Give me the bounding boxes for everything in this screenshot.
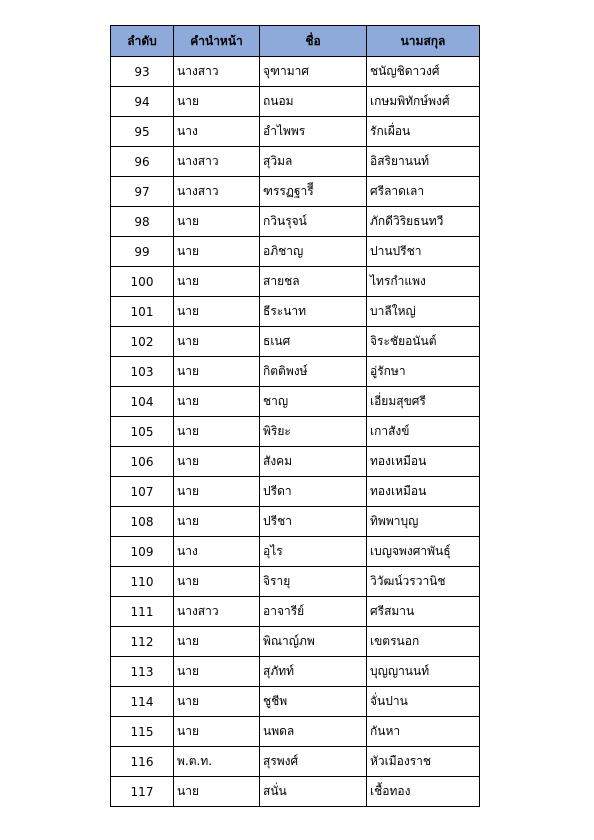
cell-prefix: นางสาว (174, 147, 260, 177)
table-row (111, 687, 480, 717)
cell-no: 110 (111, 567, 174, 597)
table-row (111, 627, 480, 657)
cell-last-name: ศรีลาดเลา (367, 177, 480, 207)
cell-prefix: นาย (174, 567, 260, 597)
table-row (111, 447, 480, 477)
cell-last-name: เขตรนอก (367, 627, 480, 657)
cell-no: 99 (111, 237, 174, 267)
cell-no: 102 (111, 327, 174, 357)
cell-first-name: จิรายุ (260, 567, 367, 597)
cell-no: 105 (111, 417, 174, 447)
header-row (111, 26, 480, 57)
cell-prefix: นาง (174, 117, 260, 147)
cell-prefix: นาย (174, 387, 260, 417)
cell-first-name: ปรีชา (260, 507, 367, 537)
table-row (111, 207, 480, 237)
table-row (111, 297, 480, 327)
cell-prefix: นาย (174, 657, 260, 687)
cell-no: 113 (111, 657, 174, 687)
cell-last-name: ปานปรีชา (367, 237, 480, 267)
table-row (111, 57, 480, 87)
cell-prefix: นางสาว (174, 597, 260, 627)
table-row (111, 597, 480, 627)
cell-first-name: ฑรรฏฐารีี (260, 177, 367, 207)
cell-prefix: พ.ต.ท. (174, 747, 260, 777)
cell-no: 104 (111, 387, 174, 417)
table-row (111, 537, 480, 567)
cell-first-name: ชูชีพ (260, 687, 367, 717)
table-row (111, 387, 480, 417)
cell-first-name: สายชล (260, 267, 367, 297)
cell-prefix: นางสาว (174, 57, 260, 87)
cell-first-name: ปรีดา (260, 477, 367, 507)
cell-first-name: ชาญ (260, 387, 367, 417)
cell-no: 112 (111, 627, 174, 657)
cell-no: 116 (111, 747, 174, 777)
cell-prefix: นาย (174, 327, 260, 357)
cell-last-name: อิสริยานนท์ (367, 147, 480, 177)
table-row (111, 327, 480, 357)
cell-first-name: จุฑามาศ (260, 57, 367, 87)
cell-last-name: เบญจพงศาพันธุ์ (367, 537, 480, 567)
table-row (111, 567, 480, 597)
cell-last-name: ไทรกำแพง (367, 267, 480, 297)
cell-no: 114 (111, 687, 174, 717)
cell-first-name: สุวิมล (260, 147, 367, 177)
cell-last-name: เกษมพิทักษ์พงศ์ (367, 87, 480, 117)
cell-no: 94 (111, 87, 174, 117)
cell-prefix: นาย (174, 777, 260, 807)
cell-first-name: พิริยะ (260, 417, 367, 447)
cell-last-name: หัวเมืองราช (367, 747, 480, 777)
cell-prefix: นาง (174, 537, 260, 567)
cell-prefix: นาย (174, 357, 260, 387)
cell-last-name: เอี่ยมสุขศรี (367, 387, 480, 417)
cell-no: 96 (111, 147, 174, 177)
cell-no: 108 (111, 507, 174, 537)
table-body (111, 57, 480, 807)
cell-prefix: นาย (174, 207, 260, 237)
cell-no: 101 (111, 297, 174, 327)
header-no: ลำดับ (111, 26, 174, 57)
table-header (111, 26, 480, 57)
roster-table (110, 25, 480, 807)
header-prefix: คำนำหน้า (174, 26, 260, 57)
cell-first-name: กิตติพงษ์ (260, 357, 367, 387)
cell-first-name: สุรพงศ์ (260, 747, 367, 777)
cell-last-name: ชนัญชิดาวงศ์ (367, 57, 480, 87)
table-row (111, 417, 480, 447)
cell-first-name: สังคม (260, 447, 367, 477)
table-row (111, 117, 480, 147)
cell-no: 95 (111, 117, 174, 147)
cell-last-name: บาลีใหญ่ (367, 297, 480, 327)
cell-last-name: เกาสังข์ (367, 417, 480, 447)
table-row (111, 147, 480, 177)
cell-prefix: นาย (174, 717, 260, 747)
cell-last-name: ภักดีวิริยธนทวี (367, 207, 480, 237)
cell-prefix: นาย (174, 297, 260, 327)
cell-prefix: นาย (174, 237, 260, 267)
cell-no: 106 (111, 447, 174, 477)
header-last-name: นามสกุล (367, 26, 480, 57)
cell-prefix: นาย (174, 627, 260, 657)
cell-no: 107 (111, 477, 174, 507)
table-row (111, 717, 480, 747)
header-first-name: ชื่อ (260, 26, 367, 57)
cell-first-name: สุภัทท์ (260, 657, 367, 687)
cell-first-name: ถนอม (260, 87, 367, 117)
cell-first-name: ธีระนาท (260, 297, 367, 327)
cell-prefix: นาย (174, 477, 260, 507)
cell-last-name: จิระชัยอนันต์ (367, 327, 480, 357)
table-row (111, 477, 480, 507)
cell-last-name: จั่นปาน (367, 687, 480, 717)
cell-last-name: เชื้อทอง (367, 777, 480, 807)
cell-no: 93 (111, 57, 174, 87)
cell-prefix: นางสาว (174, 177, 260, 207)
cell-last-name: รักเผื่อน (367, 117, 480, 147)
cell-first-name: อุไร (260, 537, 367, 567)
cell-prefix: นาย (174, 507, 260, 537)
cell-no: 97 (111, 177, 174, 207)
cell-first-name: พิณาญ์ภพ (260, 627, 367, 657)
cell-last-name: ทองเหมือน (367, 447, 480, 477)
table-row (111, 237, 480, 267)
table-row (111, 87, 480, 117)
cell-prefix: นาย (174, 687, 260, 717)
cell-no: 109 (111, 537, 174, 567)
cell-first-name: สนั่น (260, 777, 367, 807)
cell-no: 111 (111, 597, 174, 627)
table-row (111, 507, 480, 537)
cell-prefix: นาย (174, 87, 260, 117)
cell-last-name: อู่รักษา (367, 357, 480, 387)
cell-first-name: กวินรุจน์ (260, 207, 367, 237)
cell-prefix: นาย (174, 447, 260, 477)
cell-no: 115 (111, 717, 174, 747)
cell-first-name: ธเนศ (260, 327, 367, 357)
table-row (111, 357, 480, 387)
cell-no: 117 (111, 777, 174, 807)
cell-first-name: อาจารีย์ (260, 597, 367, 627)
cell-no: 100 (111, 267, 174, 297)
cell-last-name: ทองเหมือน (367, 477, 480, 507)
cell-last-name: บุญญานนท์ (367, 657, 480, 687)
table-row (111, 777, 480, 807)
cell-first-name: อำไพพร (260, 117, 367, 147)
cell-no: 98 (111, 207, 174, 237)
cell-first-name: อภิชาญ (260, 237, 367, 267)
cell-last-name: ทิพพาบุญ (367, 507, 480, 537)
cell-prefix: นาย (174, 417, 260, 447)
cell-last-name: ศรีสมาน (367, 597, 480, 627)
table-row (111, 267, 480, 297)
cell-last-name: วิวัฒน์วรวานิช (367, 567, 480, 597)
table-row (111, 177, 480, 207)
cell-first-name: นพดล (260, 717, 367, 747)
cell-last-name: กันหา (367, 717, 480, 747)
cell-no: 103 (111, 357, 174, 387)
cell-prefix: นาย (174, 267, 260, 297)
table-row (111, 747, 480, 777)
table-row (111, 657, 480, 687)
